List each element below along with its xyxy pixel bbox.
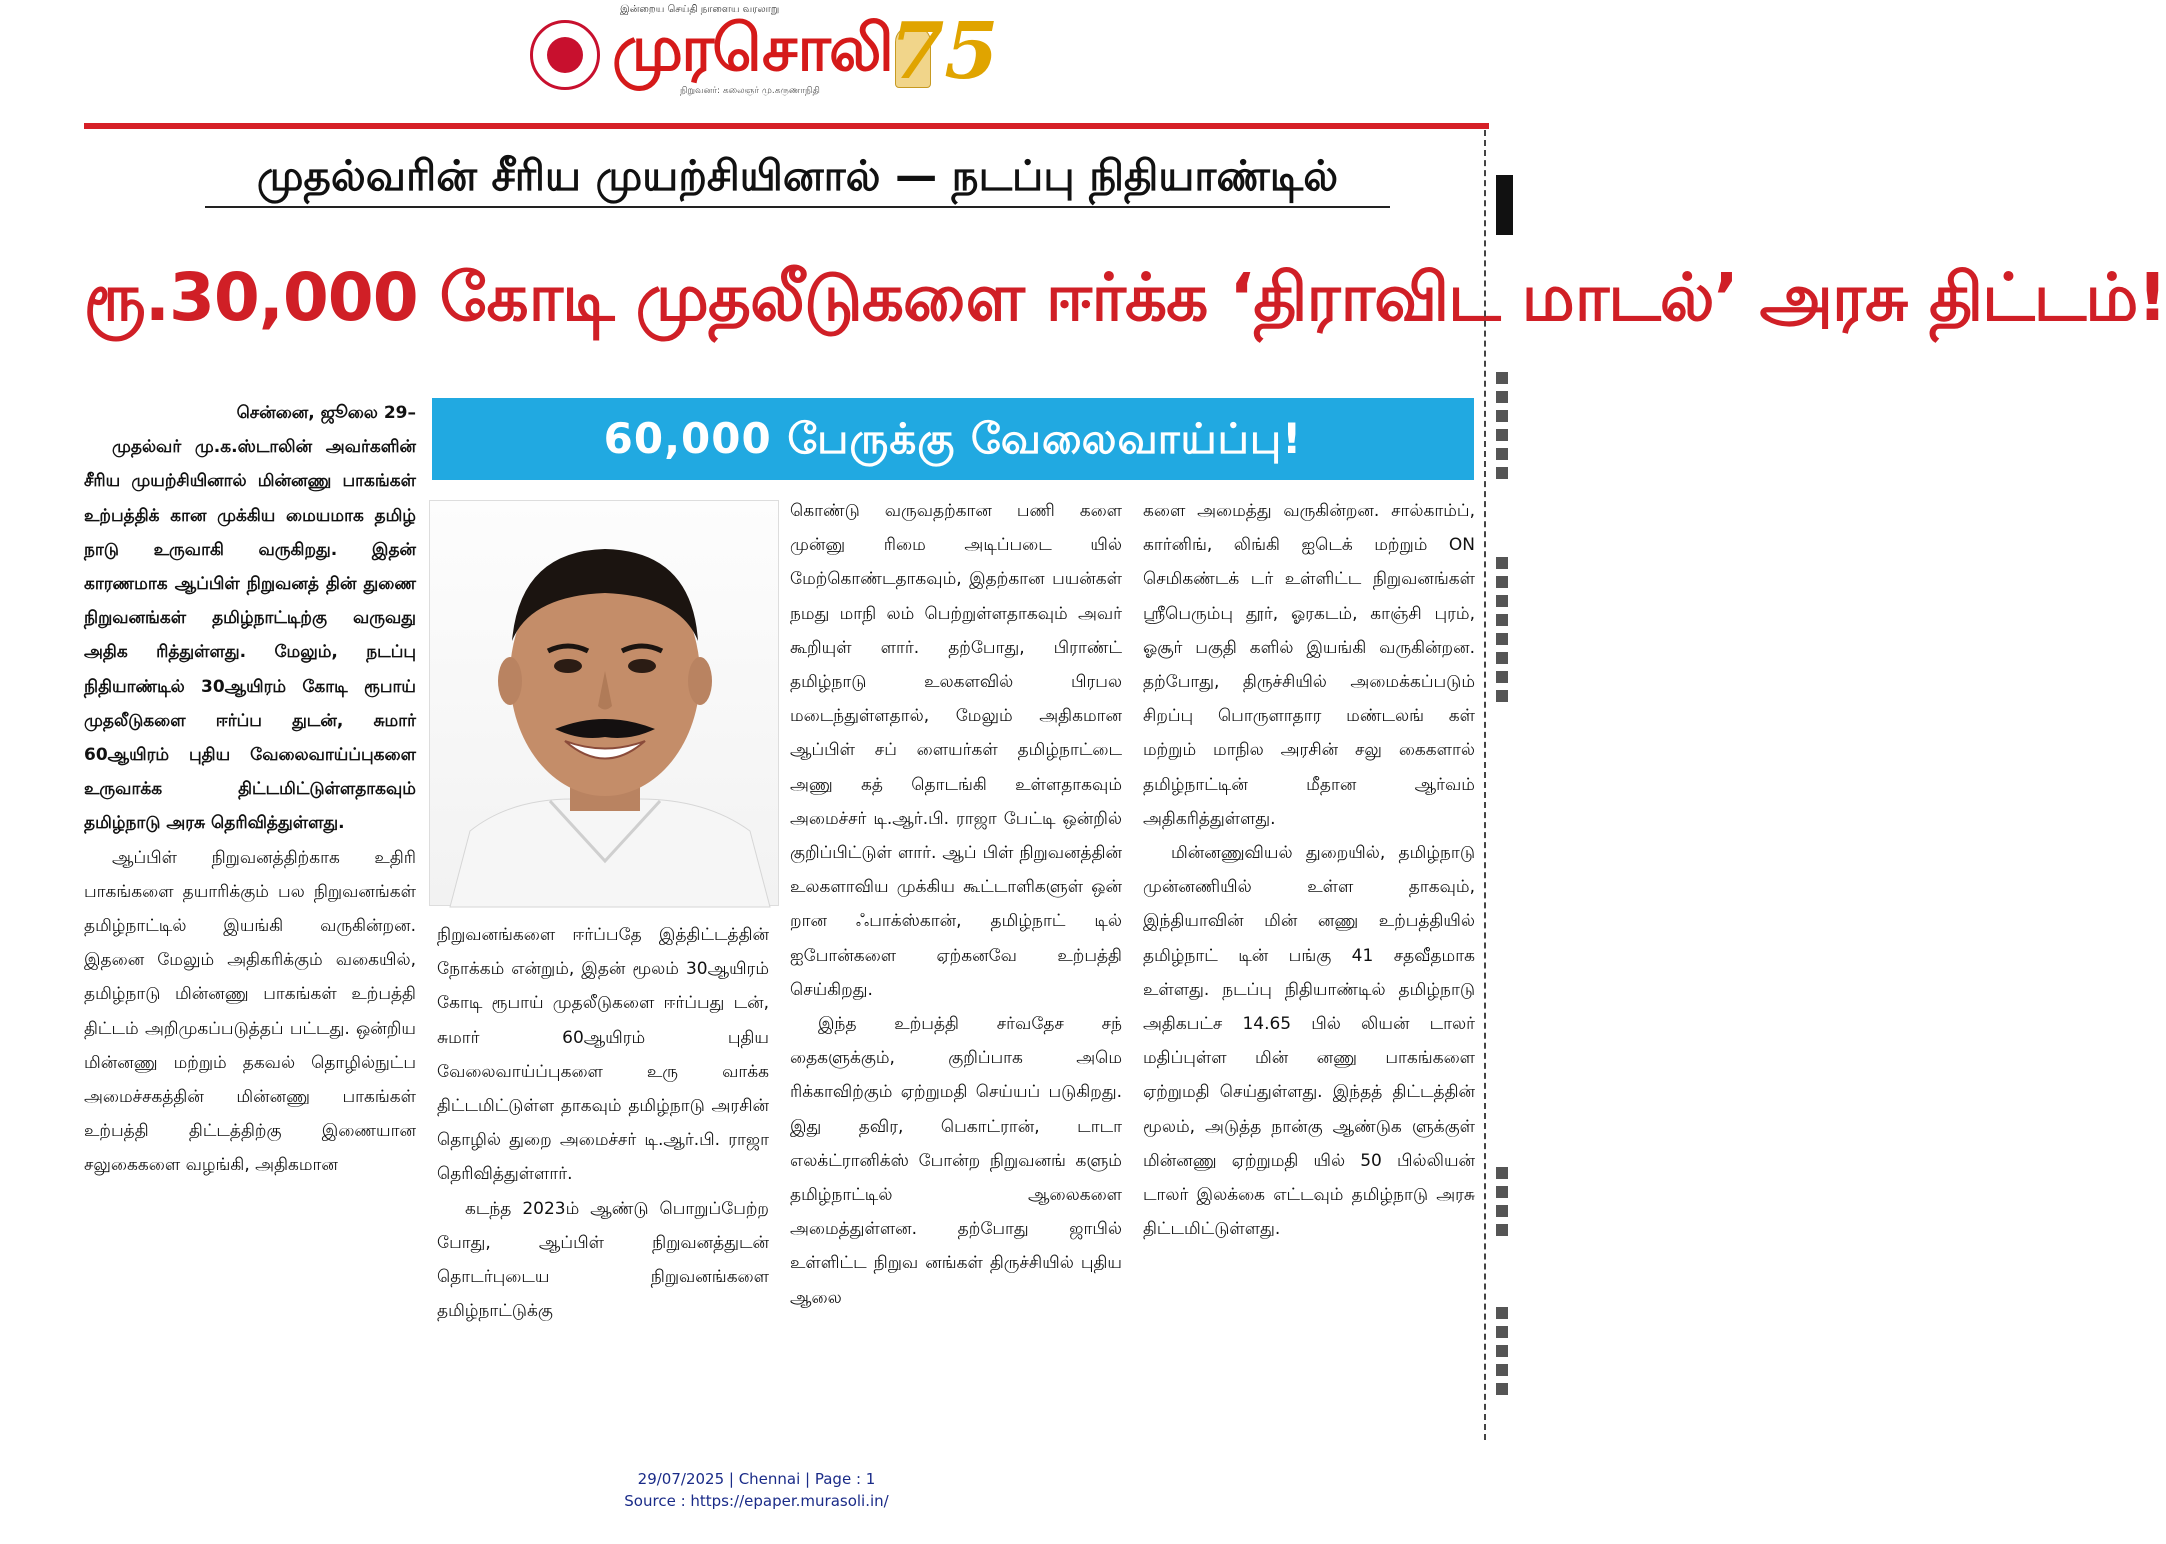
paragraph: ஆப்பிள் நிறுவனத்திற்காக உதிரி பாகங்களை தயாரிக்கும் பல நிறுவனங்கள் தமிழ்நாட்டில் இயங்கி வருகின்றன. இதனை மேலும் அதிகரிக்கும் வகையில், தமிழ்நாடு மின்னணு பாகங்கள் உற்பத்தி திட்டம் அறிமுகப்படுத்தப் பட்டது. ஒன்றிய மின்னணு மற்றும் தகவல் தொழில்நுட்ப அமைச்சகத்தின் மின்னணு பாகங்கள் உற்பத்தி திட்டத்திற்கு இணையான சலுகைகளை வழங்கி, அதிகமான [84, 847, 416, 1176]
article-column-3 [790, 494, 1122, 1418]
article-subhead: 60,000 பேருக்கு வேலைவாய்ப்பு! [432, 398, 1474, 480]
article-column-2 [437, 918, 769, 1418]
paragraph: நிறுவனங்களை ஈர்ப்பதே இத்திட்டத்தின் நோக்கம் என்றும், இதன் மூலம் 30ஆயிரம் கோடி ரூபாய் முதலீடுகளை ஈர்ப்பது டன், சுமார் 60ஆயிரம் புதிய வேலைவாய்ப்புகளை உரு வாக்க திட்டமிட்டுள்ள தாகவும் தமிழ்நாடு அரசின் தொழில் துறை அமைச்சர் டி.ஆர்.பி. ராஜா தெரிவித்துள்ளார். [437, 925, 769, 1185]
paragraph: கடந்த 2023ம் ஆண்டு பொறுப்பேற்ற போது, ஆப்பிள் நிறுவனத்துடன் தொடர்புடைய நிறுவனங்களை தமிழ்நாட்டுக்கு [437, 1198, 769, 1322]
paragraph: முதல்வர் மு.க.ஸ்டாலின் அவர்களின் சீரிய முயற்சியினால் மின்னணு பாகங்கள் உற்பத்திக் கான முக்கிய மையமாக தமிழ் நாடு உருவாகி வருகிறது. இதன் காரணமாக ஆப்பிள் நிறுவனத் தின் துணை நிறுவனங்கள் தமிழ்நாட்டிற்கு வருவது அதிக ரித்துள்ளது. மேலும், நடப்பு நிதியாண்டில் 30ஆயிரம் கோடி ரூபாய் முதலீடுகளை ஈர்ப்ப துடன், சுமார் 60ஆயிரம் புதிய வேலைவாய்ப்புகளை உருவாக்க திட்டமிட்டுள்ளதாகவும் தமிழ்நாடு அரசு தெரிவித்துள்ளது. [84, 437, 416, 834]
header-rule [84, 123, 1489, 129]
paragraph: களை அமைத்து வருகின்றன. சால்காம்ப், கார்னிங், லிங்கி ஐடெக் மற்றும் ON செமிகண்டக் டர் உள்ளிட்ட நிறுவனங்கள் ஸ்ரீபெரும்பு தூர், ஓரகடம், காஞ்சி புரம், ஓசூர் பகுதி களில் இயங்கி வருகின்றன. தற்போது, திருச்சியில் அமைக்கப்படும் சிறப்பு பொருளாதார மண்டலங் கள் மற்றும் மாநில அரசின் சலு கைகளால் தமிழ்நாட்டின் மீதான ஆர்வம் அதிகரித்துள்ளது. [1143, 501, 1475, 829]
paragraph: மின்னணுவியல் துறையில், தமிழ்நாடு முன்னணியில் உள்ள தாகவும், இந்தியாவின் மின் னணு உற்பத்தியில் தமிழ்நாட் டின் பங்கு 41 சதவீதமாக உள்ளது. நடப்பு நிதியாண்டில் தமிழ்நாடு அதிகபட்ச 14.65 பில் லியன் டாலர் மதிப்புள்ள மின் னணு பாகங்களை ஏற்றுமதி செய்துள்ளது. இந்தத் திட்டத்தின் மூலம், அடுத்த நான்கு ஆண்டுக ளுக்குள் மின்னணு ஏற்றுமதி யில் 50 பில்லியன் டாலர் இலக்கை எட்டவும் தமிழ்நாடு அரசு திட்டமிட்டுள்ளது. [1143, 843, 1475, 1240]
adjacent-subhead-fragment [1492, 960, 1513, 1040]
column-divider [1484, 130, 1486, 1440]
article-kicker: முதல்வரின் சீரிய முயற்சியினால் — நடப்பு நிதியாண்டில் [205, 146, 1390, 208]
masthead-founder-line: நிறுவனர்: கலைஞர் மு.கருணாநிதி [680, 86, 820, 96]
footer-source: Source : https://epaper.murasoli.in/ [624, 1492, 889, 1510]
page-footer [0, 1468, 1513, 1512]
adjacent-text-fragment [1496, 365, 1513, 515]
article-dateline: சென்னை, ஜூலை 29– [236, 403, 416, 423]
article-column-4 [1143, 494, 1475, 1418]
masthead-tagline: இன்றைய செய்தி நாளைய வரலாறு [620, 4, 780, 15]
article-photo [429, 500, 779, 906]
paragraph: இந்த உற்பத்தி சர்வதேச சந் தைகளுக்கும், குறிப்பாக அமெ ரிக்காவிற்கும் ஏற்றுமதி செய்யப் படுகிறது. இது தவிர, பெகாட்ரான், டாடா எலக்ட்ரானிக்ஸ் போன்ற நிறுவனங் களும் தமிழ்நாட்டில் ஆலைகளை அமைத்துள்ளன. தற்போது ஜாபில் உள்ளிட்ட நிறுவ னங்கள் திருச்சியில் புதிய ஆலை [790, 1014, 1122, 1308]
adjacent-text-fragment [1496, 1160, 1513, 1280]
article-column-1 [84, 396, 416, 1416]
adjacent-text-fragment [1496, 1300, 1513, 1430]
emblem-icon [530, 20, 600, 90]
article-headline: ரூ.30,000 கோடி முதலீடுகளை ஈர்க்க ‘திராவிட மாடல்’ அரசு திட்டம்! [84, 259, 2166, 336]
paragraph: கொண்டு வருவதற்கான பணி களை முன்னு ரிமை அடிப்படை யில் மேற்கொண்டதாகவும், இதற்கான பயன்கள் நமது மாநி லம் பெற்றுள்ளதாகவும் அவர் கூறியுள் ளார். தற்போது, பிராண்ட் தமிழ்நாடு உலகளவில் பிரபல மடைந்துள்ளதால், மேலும் அதிகமான ஆப்பிள் சப் ளையர்கள் தமிழ்நாட்டை அணு கத் தொடங்கி உள்ளதாகவும் அமைச்சர் டி.ஆர்.பி. ராஜா பேட்டி ஒன்றில் குறிப்பிட்டுள் ளார். ஆப் பிள் நிறுவனத்தின் உலகளாவிய முக்கிய கூட்டாளிகளுள் ஒன் றான ஃபாக்ஸ்கான், தமிழ்நாட் டில் ஐபோன்களை ஏற்கனவே உற்பத்தி செய்கிறது. [790, 501, 1122, 1000]
footer-date-location: 29/07/2025 | Chennai | Page : 1 [637, 1470, 876, 1488]
adjacent-text-fragment [1496, 550, 1513, 750]
anniversary-mark: 75 [890, 6, 999, 97]
portrait-illustration [430, 501, 780, 907]
newspaper-logo: முரசொலி [612, 12, 892, 86]
masthead [530, 4, 999, 102]
adjacent-headline-fragment [1496, 175, 1513, 235]
